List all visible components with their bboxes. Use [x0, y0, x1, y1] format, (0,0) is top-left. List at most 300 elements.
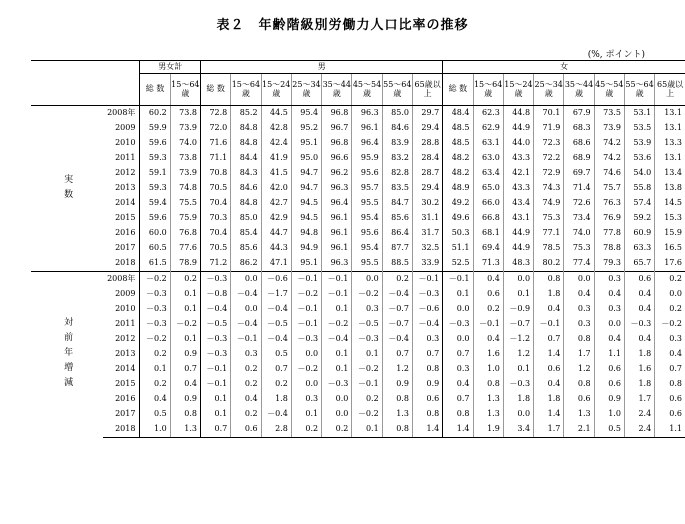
value-cell: 85.0 — [231, 211, 261, 226]
value-cell: 29.7 — [412, 106, 442, 122]
value-cell: 1.1 — [594, 347, 624, 362]
value-cell: 78.9 — [170, 256, 200, 272]
value-cell: 73.4 — [564, 211, 594, 226]
value-cell: 0.4 — [443, 377, 473, 392]
value-cell: 30.2 — [412, 196, 442, 211]
value-cell: 32.5 — [412, 241, 442, 256]
value-cell: 96.4 — [352, 136, 382, 151]
value-cell: 42.1 — [503, 166, 533, 181]
value-cell: 0.9 — [170, 392, 200, 407]
year-cell: 2017 — [115, 243, 136, 253]
value-cell: 63.4 — [473, 166, 503, 181]
value-cell: 48.2 — [443, 151, 473, 166]
col-header-both-1: 15～64歳 — [170, 74, 200, 106]
value-cell: 0.7 — [382, 347, 412, 362]
value-cell: 48.4 — [443, 106, 473, 122]
table-row — [31, 196, 685, 211]
value-cell: 66.0 — [473, 196, 503, 211]
value-cell: 0.1 — [170, 287, 200, 302]
value-cell: 0.7 — [534, 332, 564, 347]
value-cell: 75.7 — [594, 181, 624, 196]
value-cell: 0.0 — [231, 302, 261, 317]
value-cell: 1.0 — [473, 362, 503, 377]
value-cell: 70.4 — [200, 196, 230, 211]
value-cell: －0.1 — [322, 287, 352, 302]
value-cell: 96.3 — [322, 256, 352, 272]
value-cell: 77.8 — [594, 226, 624, 241]
value-cell: 43.1 — [503, 211, 533, 226]
value-cell: 73.8 — [170, 151, 200, 166]
value-cell: 0.2 — [140, 347, 170, 362]
value-cell: 63.1 — [473, 136, 503, 151]
labor-force-table — [31, 60, 685, 438]
value-cell: 95.5 — [352, 256, 382, 272]
value-cell: 79.3 — [594, 256, 624, 272]
value-cell: 0.1 — [503, 362, 533, 377]
value-cell: 68.9 — [564, 151, 594, 166]
value-cell: －0.6 — [412, 302, 442, 317]
value-cell: 43.3 — [503, 151, 533, 166]
value-cell: －1.7 — [261, 287, 291, 302]
value-cell: 0.6 — [624, 272, 654, 288]
value-cell: 0.6 — [594, 377, 624, 392]
value-cell: 71.1 — [200, 151, 230, 166]
corner-cell-lower — [31, 74, 140, 106]
value-cell: 44.9 — [503, 241, 533, 256]
value-cell: 96.6 — [322, 151, 352, 166]
value-cell: 0.5 — [261, 347, 291, 362]
value-cell: 95.0 — [291, 151, 321, 166]
value-cell: 55.8 — [624, 181, 654, 196]
value-cell: 75.5 — [170, 196, 200, 211]
value-cell: 0.0 — [443, 302, 473, 317]
value-cell: －0.1 — [200, 377, 230, 392]
value-cell: －0.8 — [200, 287, 230, 302]
value-cell: 44.7 — [261, 226, 291, 241]
value-cell: －0.4 — [200, 302, 230, 317]
section-label: 対前年増減 — [31, 272, 103, 438]
year-cell: 2012 — [115, 168, 136, 178]
value-cell: 0.3 — [352, 302, 382, 317]
value-cell: 43.3 — [503, 181, 533, 196]
section-label: 実数 — [62, 173, 73, 204]
value-cell: 85.6 — [382, 211, 412, 226]
value-cell: 76.8 — [170, 226, 200, 241]
value-cell: －0.3 — [352, 332, 382, 347]
value-cell: 73.9 — [170, 166, 200, 181]
value-cell: 0.7 — [261, 362, 291, 377]
year-cell: 2016 — [115, 394, 136, 404]
value-cell: 15.9 — [655, 226, 685, 241]
value-cell: －0.2 — [170, 317, 200, 332]
value-cell: －0.3 — [624, 317, 654, 332]
value-cell: 72.9 — [534, 166, 564, 181]
value-cell: 76.3 — [594, 196, 624, 211]
value-cell: 73.8 — [170, 106, 200, 122]
table-row — [31, 211, 685, 226]
value-cell: 0.3 — [594, 302, 624, 317]
value-cell: 0.4 — [624, 332, 654, 347]
value-cell: 0.0 — [564, 272, 594, 288]
value-cell: 0.2 — [231, 407, 261, 422]
value-cell: 59.2 — [624, 211, 654, 226]
value-cell: 28.4 — [412, 151, 442, 166]
value-cell: 94.7 — [291, 181, 321, 196]
value-cell: －0.2 — [140, 272, 170, 288]
unit-note: (%, ポイント) — [587, 50, 645, 60]
value-cell: 0.7 — [443, 347, 473, 362]
corner-cell — [31, 61, 140, 74]
value-cell: 0.2 — [655, 272, 685, 288]
value-cell: －0.7 — [503, 317, 533, 332]
value-cell: 0.6 — [564, 392, 594, 407]
value-cell: 84.3 — [231, 166, 261, 181]
value-cell: 95.4 — [352, 241, 382, 256]
value-cell: 59.6 — [140, 211, 170, 226]
value-cell: －0.1 — [231, 332, 261, 347]
value-cell: 0.5 — [594, 422, 624, 438]
value-cell: 71.4 — [564, 181, 594, 196]
value-cell: 2.4 — [624, 422, 654, 438]
value-cell: －0.4 — [261, 407, 291, 422]
value-cell: 72.6 — [564, 196, 594, 211]
value-cell: 1.3 — [564, 407, 594, 422]
header-both: 男女計 — [140, 61, 201, 74]
value-cell: 0.2 — [170, 272, 200, 288]
value-cell: 42.9 — [261, 211, 291, 226]
table-row — [31, 181, 685, 196]
value-cell: 0.0 — [443, 332, 473, 347]
value-cell: －0.7 — [382, 317, 412, 332]
value-cell: 0.3 — [412, 332, 442, 347]
value-cell: 54.0 — [624, 166, 654, 181]
value-cell: 74.3 — [534, 181, 564, 196]
value-cell: 83.9 — [382, 136, 412, 151]
value-cell: －0.4 — [382, 287, 412, 302]
value-cell: 0.7 — [412, 347, 442, 362]
value-cell: －0.4 — [412, 317, 442, 332]
value-cell: 57.4 — [624, 196, 654, 211]
value-cell: 82.8 — [382, 166, 412, 181]
value-cell: 85.6 — [231, 241, 261, 256]
value-cell: 84.6 — [382, 121, 412, 136]
value-cell: 0.8 — [443, 407, 473, 422]
value-cell: 0.4 — [594, 332, 624, 347]
value-cell: 70.3 — [200, 211, 230, 226]
value-cell: 1.7 — [564, 347, 594, 362]
value-cell: 43.4 — [503, 196, 533, 211]
value-cell: 78.8 — [594, 241, 624, 256]
value-cell: 1.2 — [503, 347, 533, 362]
table-row — [31, 377, 685, 392]
value-cell: 41.5 — [261, 166, 291, 181]
value-cell: 78.5 — [534, 241, 564, 256]
value-cell: 0.5 — [140, 407, 170, 422]
value-cell: 0.9 — [594, 392, 624, 407]
value-cell: 96.8 — [322, 106, 352, 122]
value-cell: －0.2 — [291, 362, 321, 377]
value-cell: 59.3 — [140, 181, 170, 196]
value-cell: 0.6 — [412, 392, 442, 407]
value-cell: －0.3 — [503, 377, 533, 392]
value-cell: －0.1 — [291, 317, 321, 332]
value-cell: 13.1 — [655, 151, 685, 166]
value-cell: 0.0 — [352, 272, 382, 288]
table-row — [31, 272, 685, 288]
value-cell: 0.4 — [140, 392, 170, 407]
value-cell: 48.3 — [503, 256, 533, 272]
value-cell: 49.6 — [443, 211, 473, 226]
table-body — [31, 106, 685, 438]
value-cell: 0.7 — [170, 362, 200, 377]
value-cell: 13.1 — [655, 106, 685, 122]
value-cell: 96.1 — [322, 211, 352, 226]
col-header-female-3: 25～34歳 — [534, 74, 564, 106]
col-header-female-5: 45～54歳 — [594, 74, 624, 106]
value-cell: 0.0 — [503, 272, 533, 288]
value-cell: 51.1 — [443, 241, 473, 256]
value-cell: －0.3 — [443, 317, 473, 332]
value-cell: 1.8 — [624, 377, 654, 392]
value-cell: 0.1 — [352, 347, 382, 362]
value-cell: 48.9 — [443, 181, 473, 196]
value-cell: 62.3 — [473, 106, 503, 122]
value-cell: 1.8 — [261, 392, 291, 407]
value-cell: 1.3 — [170, 422, 200, 438]
value-cell: 0.2 — [261, 377, 291, 392]
value-cell: 28.7 — [412, 166, 442, 181]
value-cell: 0.4 — [624, 287, 654, 302]
value-cell: 0.4 — [564, 287, 594, 302]
value-cell: 60.0 — [140, 226, 170, 241]
value-cell: 72.2 — [534, 151, 564, 166]
table-row — [31, 392, 685, 407]
value-cell: －0.2 — [352, 407, 382, 422]
table-row — [31, 347, 685, 362]
value-cell: －0.4 — [261, 302, 291, 317]
value-cell: 63.0 — [473, 151, 503, 166]
value-cell: 42.0 — [261, 181, 291, 196]
value-cell: 70.5 — [200, 241, 230, 256]
value-cell: －0.5 — [352, 317, 382, 332]
value-cell: 29.4 — [412, 121, 442, 136]
value-cell: －0.3 — [140, 287, 170, 302]
value-cell: 68.3 — [564, 121, 594, 136]
value-cell: 70.8 — [200, 166, 230, 181]
value-cell: 1.4 — [534, 347, 564, 362]
value-cell: 1.9 — [473, 422, 503, 438]
value-cell: 75.3 — [534, 211, 564, 226]
value-cell: 74.6 — [594, 166, 624, 181]
value-cell: －0.1 — [200, 362, 230, 377]
value-cell: 65.0 — [473, 181, 503, 196]
value-cell: 1.0 — [140, 422, 170, 438]
value-cell: 85.4 — [231, 226, 261, 241]
value-cell: 0.6 — [655, 407, 685, 422]
value-cell: 77.6 — [170, 241, 200, 256]
value-cell: 0.6 — [655, 392, 685, 407]
value-cell: 0.6 — [473, 287, 503, 302]
value-cell: 0.1 — [170, 302, 200, 317]
col-header-male-6: 55～64歳 — [382, 74, 412, 106]
value-cell: 41.9 — [261, 151, 291, 166]
value-cell: 74.0 — [564, 226, 594, 241]
value-cell: 47.1 — [261, 256, 291, 272]
value-cell: 53.5 — [624, 121, 654, 136]
value-cell: 76.9 — [594, 211, 624, 226]
value-cell: 62.9 — [473, 121, 503, 136]
value-cell: －0.1 — [534, 317, 564, 332]
value-cell: 0.3 — [564, 302, 594, 317]
value-cell: 0.1 — [140, 362, 170, 377]
col-header-male-0: 総 数 — [200, 74, 230, 106]
value-cell: 50.3 — [443, 226, 473, 241]
value-cell: 95.6 — [352, 166, 382, 181]
value-cell: 53.6 — [624, 151, 654, 166]
value-cell: 96.3 — [352, 106, 382, 122]
value-cell: 48.5 — [443, 136, 473, 151]
value-cell: 59.1 — [140, 166, 170, 181]
value-cell: 69.4 — [473, 241, 503, 256]
value-cell: 0.4 — [170, 377, 200, 392]
value-cell: 95.4 — [352, 211, 382, 226]
value-cell: 85.2 — [231, 106, 261, 122]
table-row — [31, 226, 685, 241]
value-cell: －0.3 — [200, 332, 230, 347]
value-cell: －0.2 — [291, 287, 321, 302]
year-cell: 2012 — [115, 334, 136, 344]
value-cell: 95.7 — [352, 181, 382, 196]
value-cell: 69.7 — [564, 166, 594, 181]
value-cell: 0.1 — [322, 302, 352, 317]
value-cell: 96.1 — [322, 241, 352, 256]
value-cell: 95.4 — [291, 106, 321, 122]
year-cell: 2010 — [115, 138, 136, 148]
value-cell: －0.2 — [655, 317, 685, 332]
value-cell: 0.1 — [322, 362, 352, 377]
value-cell: 0.0 — [291, 347, 321, 362]
table-row — [31, 302, 685, 317]
value-cell: 0.0 — [322, 407, 352, 422]
value-cell: 0.0 — [291, 377, 321, 392]
value-cell: 1.8 — [534, 392, 564, 407]
value-cell: 0.8 — [412, 362, 442, 377]
year-cell: 2008年 — [107, 108, 136, 118]
value-cell: 0.8 — [382, 392, 412, 407]
year-cell: 2009 — [115, 123, 136, 133]
value-cell: 72.8 — [200, 106, 230, 122]
value-cell: 42.7 — [261, 196, 291, 211]
value-cell: －0.9 — [503, 302, 533, 317]
year-cell: 2010 — [115, 304, 136, 314]
value-cell: 73.9 — [594, 121, 624, 136]
value-cell: 0.1 — [200, 392, 230, 407]
value-cell: 0.2 — [231, 377, 261, 392]
value-cell: 63.3 — [624, 241, 654, 256]
year-cell: 2018 — [115, 258, 136, 268]
value-cell: 13.8 — [655, 181, 685, 196]
col-header-male-3: 25～34歳 — [291, 74, 321, 106]
table-row — [31, 136, 685, 151]
value-cell: 1.3 — [382, 407, 412, 422]
value-cell: 28.8 — [412, 136, 442, 151]
value-cell: 0.7 — [655, 362, 685, 377]
value-cell: 1.4 — [443, 422, 473, 438]
value-cell: 0.2 — [382, 272, 412, 288]
value-cell: 75.3 — [564, 241, 594, 256]
value-cell: 0.4 — [594, 287, 624, 302]
value-cell: 53.1 — [624, 106, 654, 122]
value-cell: 1.8 — [503, 392, 533, 407]
value-cell: －0.2 — [352, 287, 382, 302]
value-cell: 0.3 — [291, 392, 321, 407]
table-row — [31, 422, 685, 438]
value-cell: 0.3 — [231, 347, 261, 362]
value-cell: 0.6 — [594, 362, 624, 377]
value-cell: 95.6 — [352, 226, 382, 241]
value-cell: 86.2 — [231, 256, 261, 272]
table-row — [31, 317, 685, 332]
value-cell: 13.3 — [655, 136, 685, 151]
year-cell: 2008年 — [103, 272, 140, 288]
col-header-female-2: 15～24歳 — [503, 74, 533, 106]
table-row — [31, 407, 685, 422]
value-cell: 0.0 — [231, 272, 261, 288]
value-cell: 16.5 — [655, 241, 685, 256]
value-cell: 96.7 — [322, 121, 352, 136]
value-cell: 2.8 — [261, 422, 291, 438]
value-cell: 94.8 — [291, 226, 321, 241]
col-header-female-7: 65歳以上 — [655, 74, 685, 106]
year-cell: 2014 — [115, 198, 136, 208]
value-cell: 68.6 — [564, 136, 594, 151]
value-cell: 1.3 — [473, 392, 503, 407]
value-cell: 1.0 — [594, 407, 624, 422]
value-cell: 29.4 — [412, 181, 442, 196]
value-cell: 71.3 — [473, 256, 503, 272]
value-cell: 44.9 — [503, 121, 533, 136]
value-cell: 1.6 — [624, 362, 654, 377]
value-cell: 1.2 — [564, 362, 594, 377]
value-cell: 74.8 — [170, 181, 200, 196]
value-cell: 1.3 — [473, 407, 503, 422]
value-cell: 71.9 — [534, 121, 564, 136]
header-male: 男 — [200, 61, 442, 74]
value-cell: 84.6 — [231, 181, 261, 196]
table-row — [31, 362, 685, 377]
value-cell: －0.4 — [382, 332, 412, 347]
table-row — [31, 151, 685, 166]
value-cell: 0.7 — [443, 392, 473, 407]
value-cell: 0.9 — [412, 377, 442, 392]
value-cell: －0.7 — [382, 302, 412, 317]
table-row — [31, 332, 685, 347]
value-cell: 66.8 — [473, 211, 503, 226]
value-cell: 83.2 — [382, 151, 412, 166]
year-cell: 2015 — [115, 213, 136, 223]
value-cell: －0.4 — [231, 287, 261, 302]
value-cell: 95.1 — [291, 256, 321, 272]
value-cell: 61.5 — [140, 256, 170, 272]
value-cell: 2.1 — [564, 422, 594, 438]
value-cell: 0.6 — [534, 362, 564, 377]
subheader-row — [31, 74, 685, 106]
value-cell: －0.5 — [200, 317, 230, 332]
value-cell: 0.4 — [473, 272, 503, 288]
value-cell: －0.1 — [322, 272, 352, 288]
value-cell: －0.3 — [412, 287, 442, 302]
year-cell: 2015 — [115, 379, 136, 389]
